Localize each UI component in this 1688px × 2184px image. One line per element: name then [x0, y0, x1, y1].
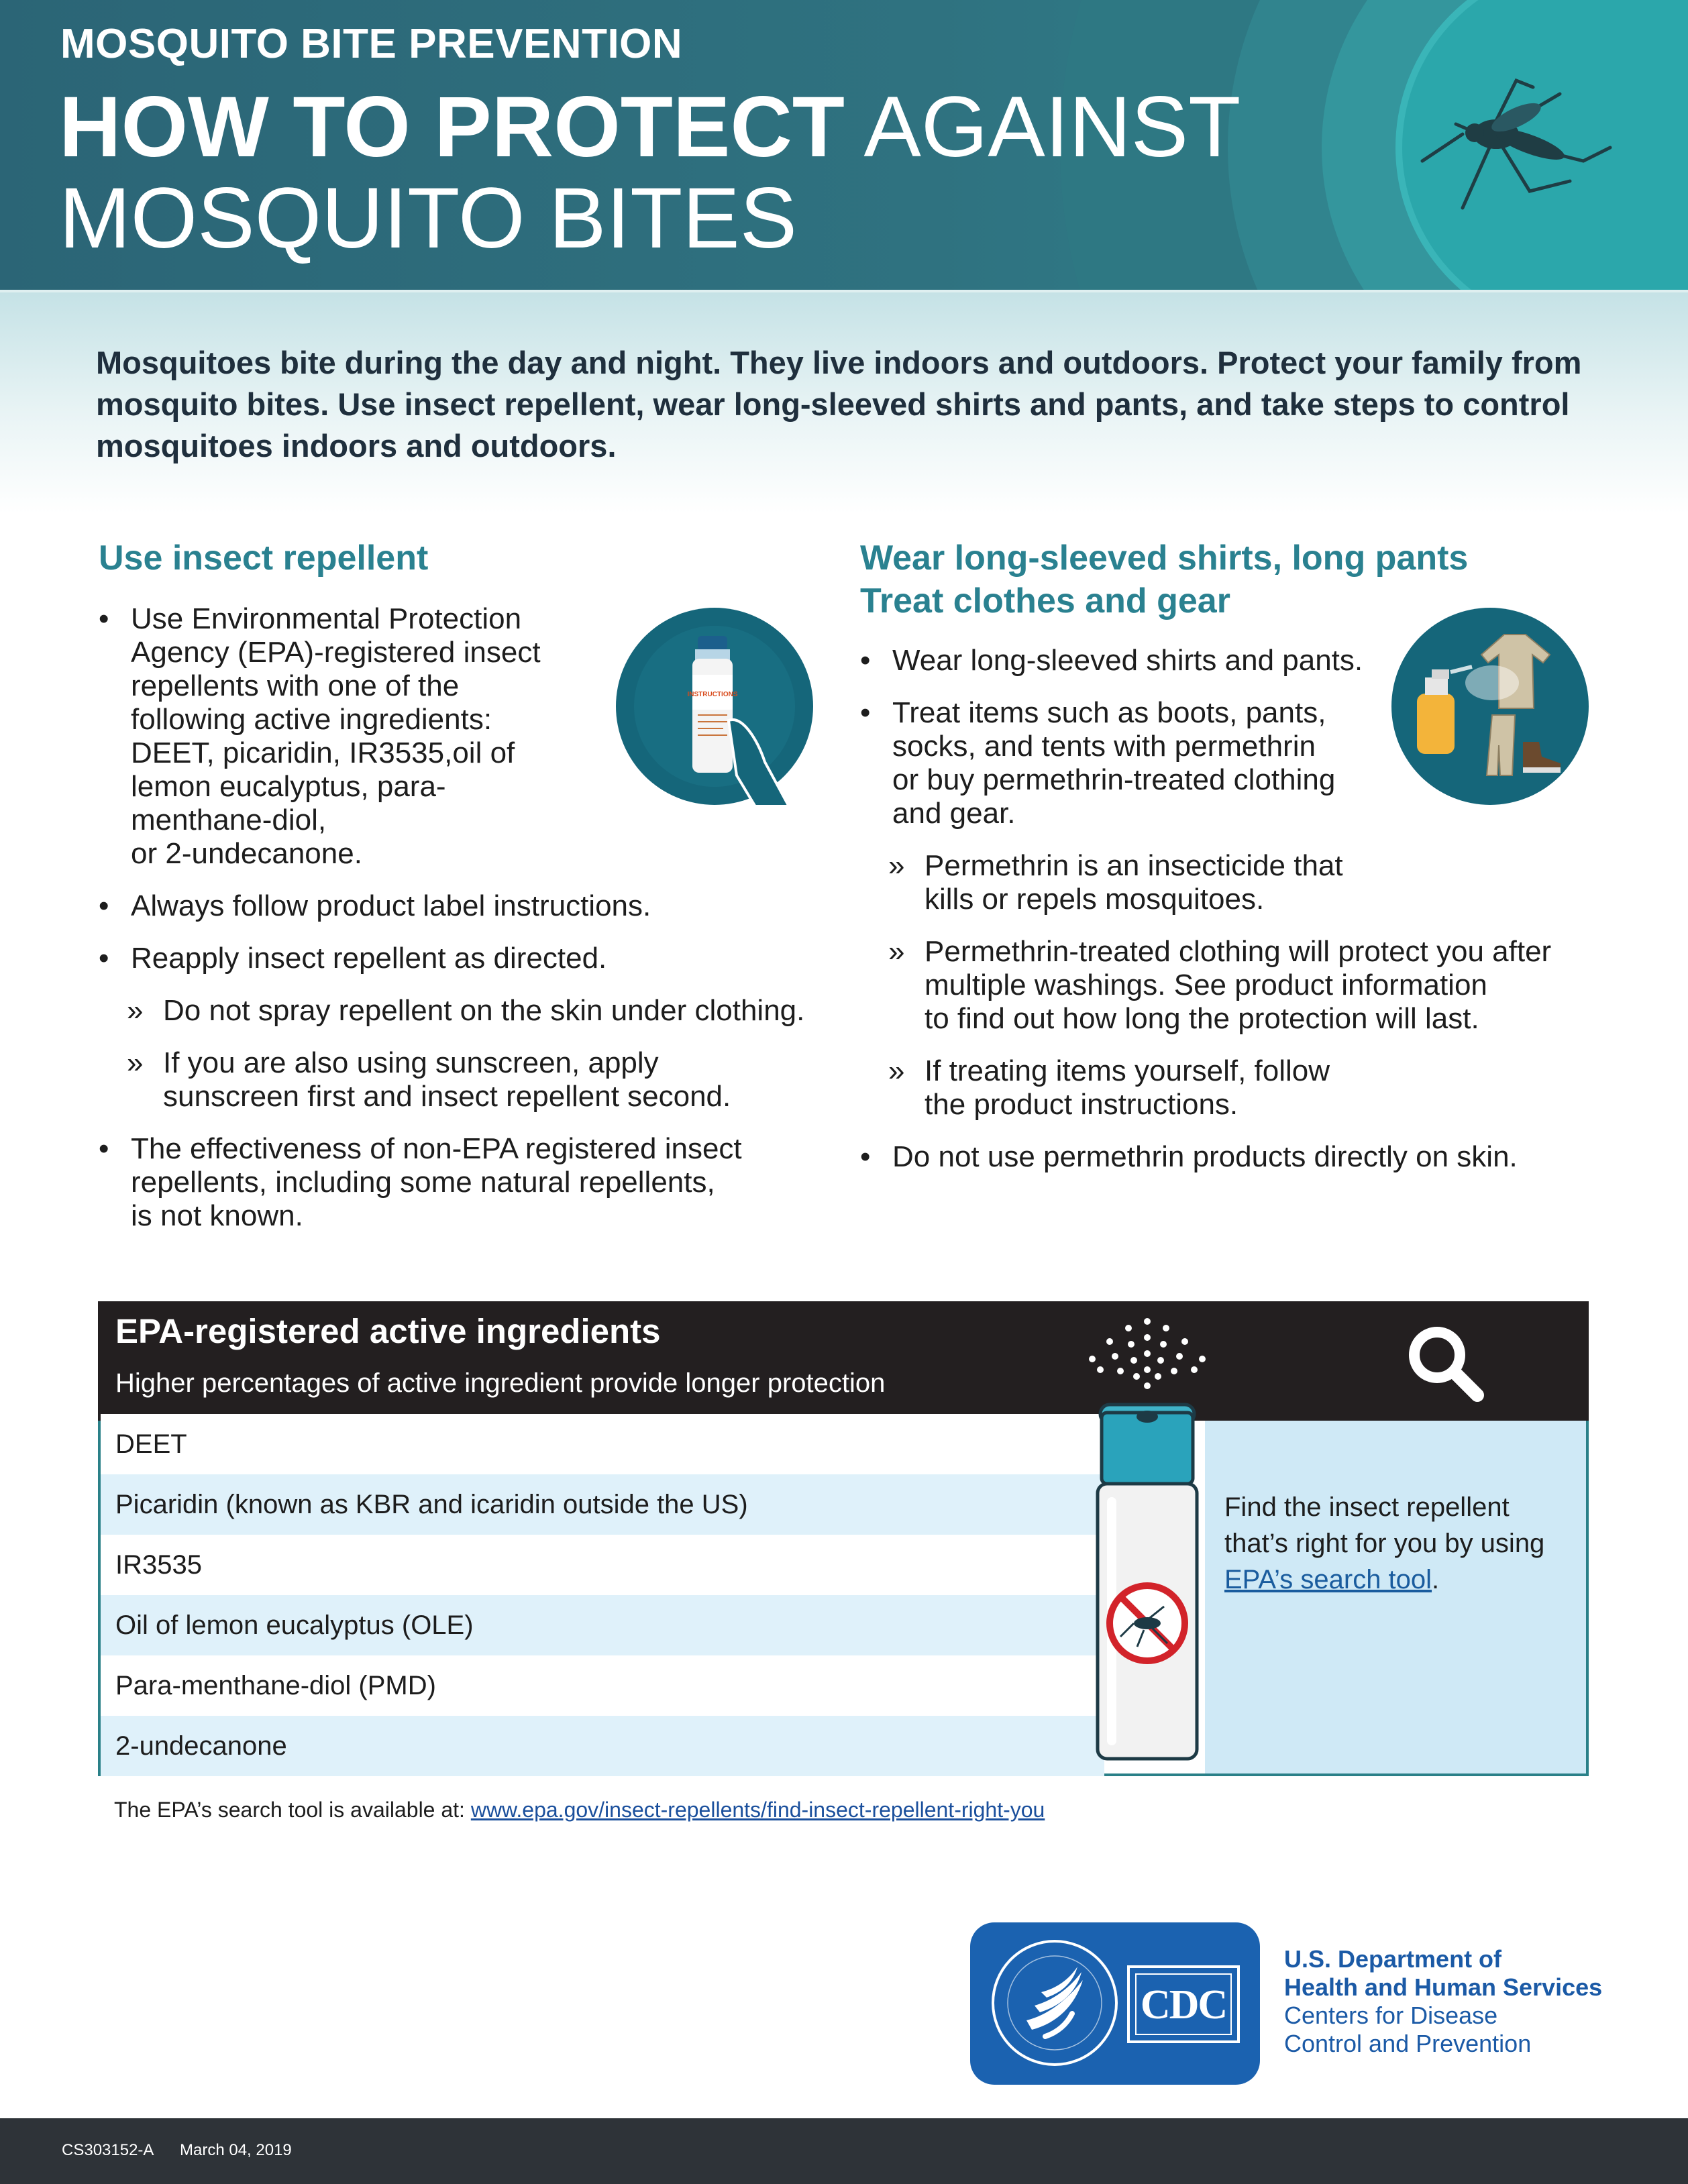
list-item-line: menthane-diol, [131, 804, 327, 836]
list-subitem: » Do not spray repellent on the skin under clothing. [99, 994, 837, 1028]
search-icon[interactable] [1405, 1323, 1484, 1402]
list-item-line: kills or repels mosquitoes. [925, 883, 1265, 916]
document-code: CS303152-A [62, 2141, 154, 2159]
list-subitem [860, 849, 1632, 916]
right-heading-line2: Treat clothes and gear [860, 582, 1230, 620]
left-bullet-list [99, 602, 837, 1233]
list-item-line: socks, and tents with permethrin [892, 730, 1316, 763]
table-row: Oil of lemon eucalyptus (OLE) [101, 1595, 1104, 1655]
list-item-line: » Permethrin is an insecticide that [925, 849, 1343, 882]
list-item: • Always follow product label instructions. [99, 889, 837, 923]
org-name-block [1284, 1945, 1602, 2058]
list-item-line: or buy permethrin-treated clothing [892, 763, 1336, 796]
epa-search-tool-link[interactable]: EPA’s search tool [1224, 1565, 1432, 1594]
list-item-line: repellents, including some natural repellents, [131, 1166, 715, 1199]
cdc-logo [1127, 1965, 1240, 2043]
hhs-seal-icon [988, 1936, 1122, 2070]
spray-can-label: INSTRUCTIONS [687, 691, 738, 698]
right-heading [860, 537, 1468, 622]
list-item-line: • The effectiveness of non-EPA registered insect [131, 1132, 742, 1165]
search-tool-period: . [1432, 1565, 1440, 1594]
list-item-line: » If treating items yourself, follow [925, 1054, 1330, 1087]
list-item [99, 602, 837, 871]
list-item-line: » Permethrin-treated clothing will protect you after [925, 935, 1552, 968]
left-heading: Use insect repellent [99, 539, 429, 578]
list-item-line: the product instructions. [925, 1088, 1238, 1121]
org-line4: Control and Prevention [1284, 2030, 1532, 2057]
list-item-line: repellents with one of the [131, 669, 460, 702]
footnote [114, 1798, 1045, 1822]
list-item-line: DEET, picaridin, IR3535,oil of [131, 736, 515, 769]
org-line3: Centers for Disease [1284, 2002, 1498, 2029]
list-item-line: or 2-undecanone. [131, 837, 362, 870]
list-item-line: to find out how long the protection will last. [925, 1002, 1479, 1035]
list-item-line: following active ingredients: [131, 703, 492, 736]
table-row: IR3535 [101, 1535, 1104, 1595]
search-tool-copy: Find the insect repellent that’s right for you by using [1224, 1492, 1545, 1558]
table-row: Picaridin (known as KBR and icaridin outside the US) [101, 1474, 1104, 1535]
title-light: AGAINST [844, 79, 1241, 175]
list-item-line: is not known. [131, 1199, 303, 1232]
list-item: • Wear long-sleeved shirts and pants. [860, 644, 1632, 677]
list-item-line: • Use Environmental Protection [131, 602, 522, 635]
org-line1: U.S. Department of [1284, 1945, 1502, 1973]
cdc-logo-text: CDC [1140, 1982, 1227, 2028]
table-row: 2-undecanone [101, 1716, 1104, 1776]
list-item-line: and gear. [892, 797, 1016, 830]
eyebrow-label: MOSQUITO BITE PREVENTION [60, 21, 683, 67]
title-bold: HOW TO PROTECT [59, 79, 845, 175]
search-tool-text [1224, 1489, 1573, 1598]
list-item: • Do not use permethrin products directly on skin. [860, 1140, 1632, 1174]
mosquito-icon [1416, 74, 1617, 228]
right-heading-line1: Wear long-sleeved shirts, long pants [860, 539, 1469, 578]
list-item-line: • Treat items such as boots, pants, [892, 696, 1326, 729]
list-item: • Reapply insect repellent as directed. [99, 942, 837, 975]
epa-url-link[interactable]: www.epa.gov/insect-repellents/find-insect-repellent-right-you [470, 1798, 1045, 1822]
list-item-line: sunscreen first and insect repellent second. [163, 1080, 731, 1113]
page-title-line2: MOSQUITO BITES [59, 170, 797, 266]
list-item-line: » If you are also using sunscreen, apply [163, 1046, 659, 1079]
footnote-text: The EPA’s search tool is available at: [114, 1798, 471, 1822]
org-line2: Health and Human Services [1284, 1973, 1603, 2001]
hhs-cdc-logo [970, 1922, 1260, 2085]
header-banner [0, 0, 1688, 290]
publication-date: March 04, 2019 [180, 2141, 292, 2159]
list-item [99, 1132, 837, 1233]
list-subitem [860, 1054, 1632, 1122]
right-bullet-list [860, 644, 1632, 1174]
table-subtitle: Higher percentages of active ingredient provide longer protection [115, 1368, 886, 1398]
table-row: DEET [101, 1414, 1104, 1474]
table-row: Para-menthane-diol (PMD) [101, 1655, 1104, 1716]
list-item-line: lemon eucalyptus, para- [131, 770, 446, 803]
list-item-line: multiple washings. See product information [925, 969, 1487, 1001]
repellent-can-illustration [1080, 1308, 1214, 1778]
list-subitem [860, 935, 1632, 1036]
table-title: EPA-registered active ingredients [115, 1312, 661, 1350]
list-item [860, 696, 1632, 830]
page-title-line1 [59, 79, 1241, 175]
list-item-line: Agency (EPA)-registered insect [131, 636, 541, 669]
list-subitem [99, 1046, 837, 1113]
intro-paragraph: Mosquitoes bite during the day and night. They live indoors and outdoors. Protect your family from mosquito bites. Use insect repellent, wear long-sleeved shirts and pants, and take steps to control mosquitoes indoors and outdoors. [96, 345, 1582, 463]
